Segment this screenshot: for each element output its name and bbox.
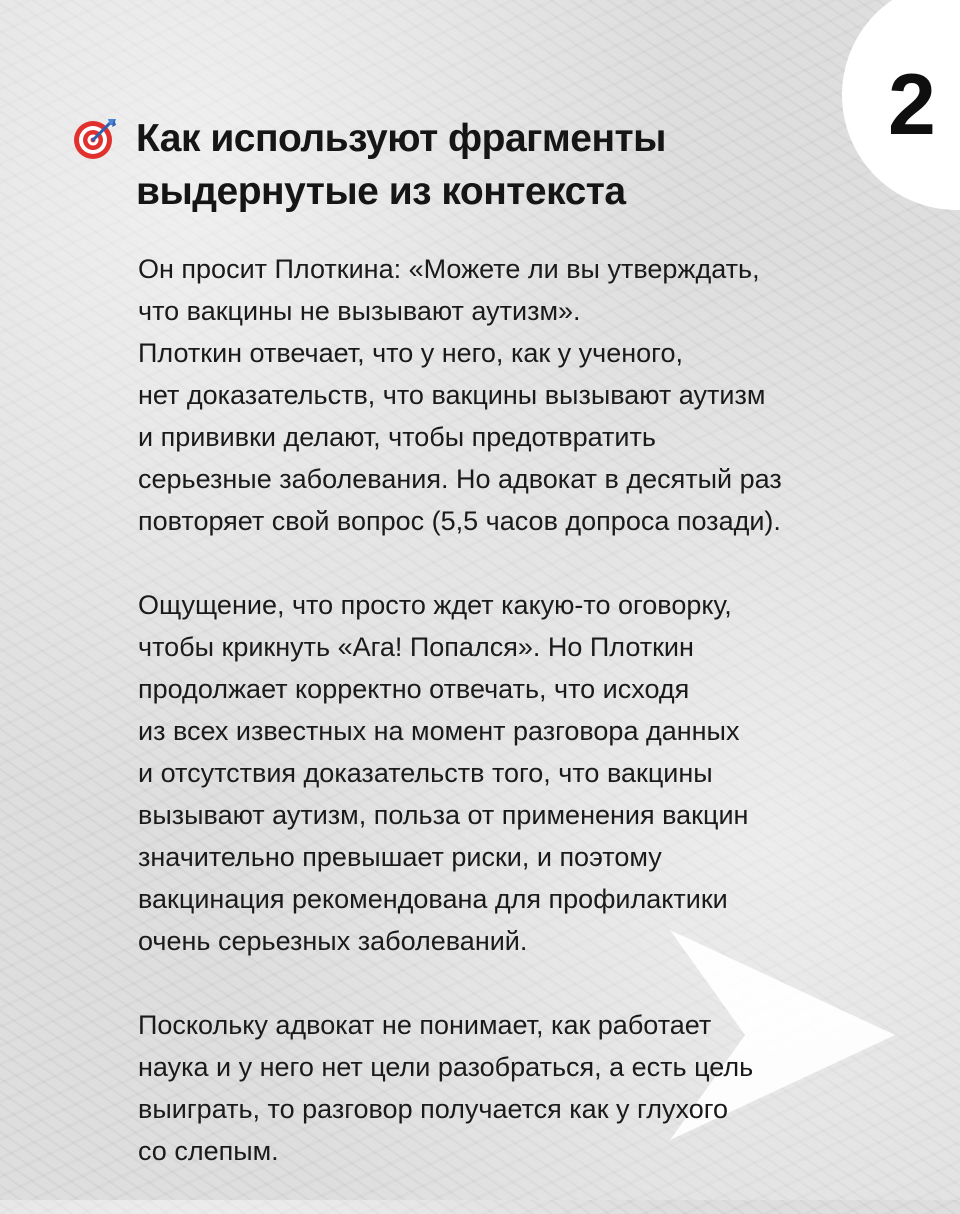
title-row bbox=[72, 112, 666, 218]
paragraph-1: Он просит Плоткина: «Можете ли вы утверждать, что вакцины не вызывают аутизм». Плоткин отвечает, что у него, как у ученого, нет доказательств, что вакцины вызывают аутизм и прививки делают, чтобы предотвратить серьезные заболевания. Но адвокат в десятый раз повторяет свой вопрос (5,5 часов допроса позади). bbox=[138, 254, 782, 536]
page-number: 2 bbox=[888, 57, 936, 153]
page-title: Как используют фрагменты выдернутые из контекста bbox=[136, 117, 666, 213]
body-text bbox=[138, 248, 918, 1214]
paragraph-3: Поскольку адвокат не понимает, как работает наука и у него нет цели разобраться, а есть цель выиграть, то разговор получается как у глухого со слепым. bbox=[138, 1010, 754, 1166]
direct-hit-target-icon bbox=[72, 115, 118, 161]
paragraph-2: Ощущение, что просто ждет какую-то оговорку, чтобы крикнуть «Ага! Попался». Но Плоткин продолжает корректно отвечать, что исходя из всех известных на момент разговора данных и отсутствия доказательств того, что вакцины вызывают аутизм, польза от применения вакцин значительно превышает риски, и поэтому вакцинация рекомендована для профилактики очень серьезных заболеваний. bbox=[138, 590, 749, 956]
